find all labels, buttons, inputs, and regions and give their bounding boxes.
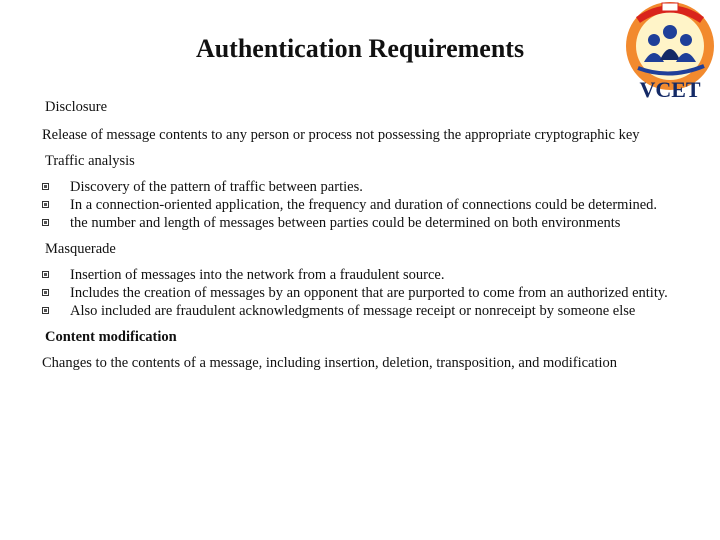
- list-item: In a connection-oriented application, the frequency and duration of connections could be determined.: [42, 196, 673, 214]
- checkbox-bullet-icon: [42, 219, 49, 226]
- heading-masquerade: Masquerade: [45, 241, 116, 257]
- list-item: Insertion of messages into the network from a fraudulent source.: [42, 266, 673, 284]
- content-modification-text: Changes to the contents of a message, including insertion, deletion, transposition, and modification: [42, 355, 618, 371]
- masquerade-bullet-list: [42, 266, 673, 320]
- slide-content: [42, 98, 673, 372]
- logo-text: VCET: [639, 77, 701, 102]
- checkbox-bullet-icon: [42, 201, 49, 208]
- traffic-bullet-list: [42, 178, 673, 232]
- list-item: Also included are fraudulent acknowledgments of message receipt or nonreceipt by someone else: [42, 302, 673, 320]
- slide-title: Authentication Requirements: [195, 34, 525, 63]
- checkbox-bullet-icon: [42, 271, 49, 278]
- heading-disclosure: Disclosure: [45, 99, 108, 115]
- list-item: the number and length of messages between parties could be determined on both environments: [42, 214, 673, 232]
- checkbox-bullet-icon: [42, 289, 49, 296]
- heading-content-modification: Content modification: [45, 329, 177, 345]
- checkbox-bullet-icon: [42, 307, 49, 314]
- college-logo: [618, 0, 720, 104]
- disclosure-text: Release of message contents to any person or process not possessing the appropriate cryptographic key: [42, 127, 640, 143]
- list-item: Discovery of the pattern of traffic between parties.: [42, 178, 673, 196]
- checkbox-bullet-icon: [42, 183, 49, 190]
- list-item: Includes the creation of messages by an opponent that are purported to come from an authorized entity.: [42, 284, 673, 302]
- heading-traffic-analysis: Traffic analysis: [45, 153, 135, 169]
